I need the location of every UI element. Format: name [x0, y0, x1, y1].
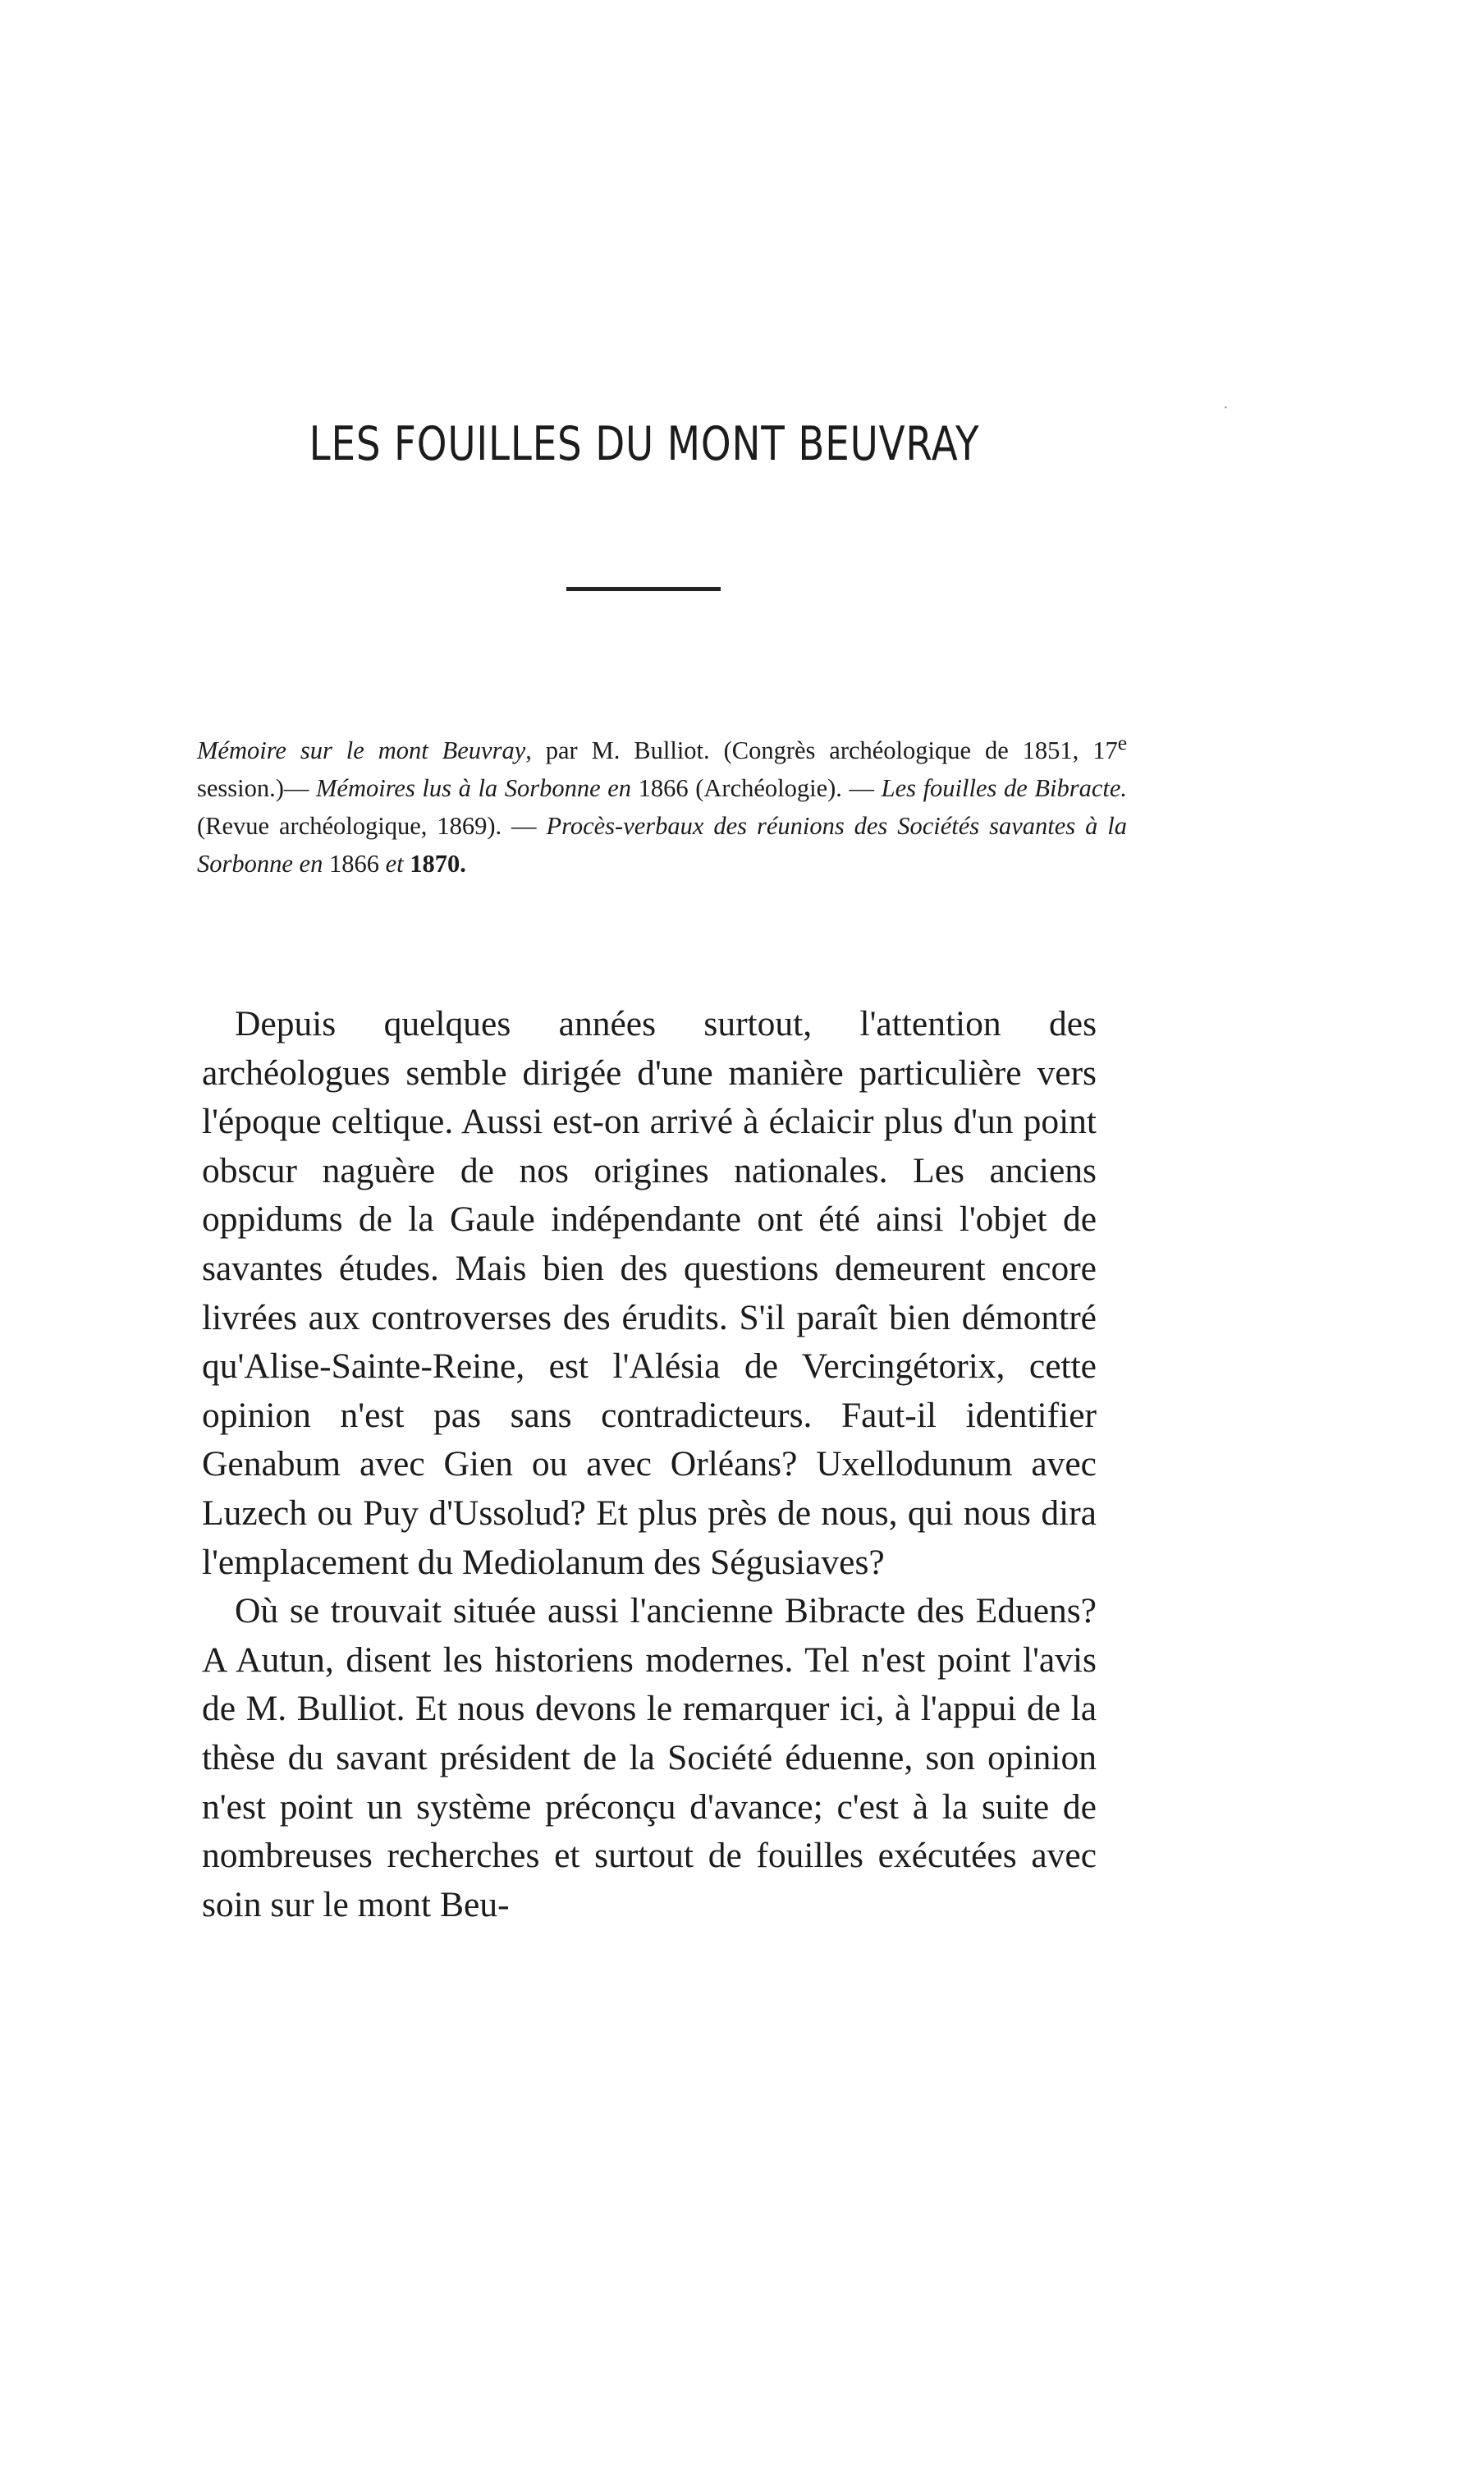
references-block: [197, 724, 1127, 883]
ref-bibracte-details: (Revue archéologique, 1869). —: [197, 812, 547, 841]
paragraph-1: Depuis quelques années surtout, l'attention des archéologues semble dirigée d'une manière particulière vers l'époque celtique. Aussi est-on arrivé à éclaicir plus d'un point obscur naguère de nos origines nationales. Les anciens oppidums de la Gaule indépendante ont été ainsi l'objet de savantes études. Mais bien des questions demeurent encore livrées aux controverses des érudits. S'il paraît bien démontré qu'Alise-Sainte-Reine, est l'Alésia de Vercingétorix, cette opinion n'est pas sans contradicteurs. Faut-il identifier Genabum avec Gien ou avec Orléans? Uxellodunum avec Luzech ou Puy d'Ussolud? Et plus près de nous, qui nous dira l'emplacement du Mediolanum des Ségusiaves?: [202, 1004, 1097, 1582]
ref-session-superscript: e: [1117, 732, 1127, 754]
ref-sorbonne-details: 1866 (Archéologie). —: [631, 774, 882, 803]
page-title: LES FOUILLES DU MONT BEUVRAY: [309, 417, 980, 471]
ref-final-year: 1870.: [403, 850, 466, 878]
title-rule: [566, 587, 721, 591]
ref-proces-verbaux-year: 1866: [323, 850, 386, 878]
paragraph-2: Où se trouvait située aussi l'ancienne Bibracte des Eduens? A Autun, disent les historiens modernes. Tel n'est point l'avis de M. Bulliot. Et nous devons le remarquer ici, à l'appui de la thèse du savant président de la Société éduenne, son opinion n'est point un système préconçu d'avance; c'est à la suite de nombreuses recherches et surtout de fouilles exécutées avec soin sur le mont Beu-: [202, 1591, 1097, 1924]
ref-bibracte-title: Les fouilles de Bibracte.: [881, 774, 1127, 803]
main-text: [202, 1000, 1097, 1929]
bibliographic-references: [197, 724, 1127, 883]
ref-memoire-details: , par M. Bulliot. (Congrès archéologique de 1851, 17: [525, 736, 1118, 765]
ref-session-text: session.)—: [197, 774, 316, 803]
ref-memoire-title: Mémoire sur le mont Beuvray: [197, 736, 526, 765]
scan-speck: ·: [1223, 399, 1229, 417]
ref-proces-verbaux-title: Procès-verbaux des réunions des Sociétés savantes à la Sorbonne en: [197, 812, 1127, 878]
ref-sorbonne-title: Mémoires lus à la Sorbonne en: [316, 774, 632, 803]
ref-conjunction: et: [385, 850, 404, 878]
